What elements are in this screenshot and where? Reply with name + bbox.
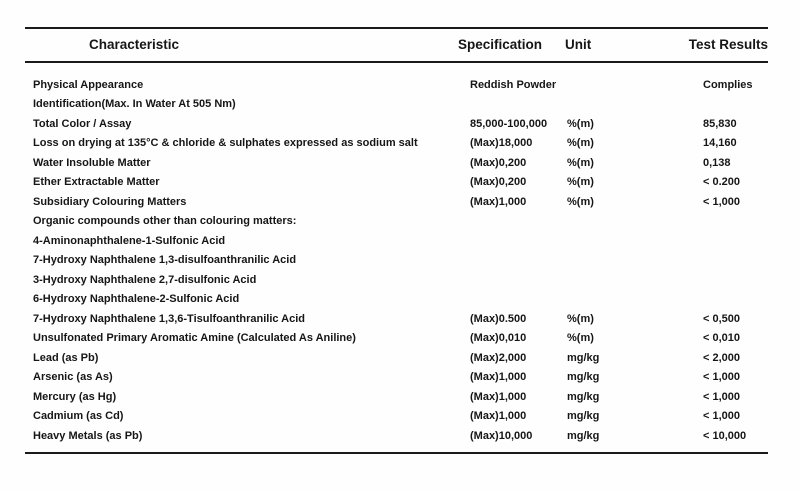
table-row (33, 134, 768, 154)
cell-specification: (Max)10,000 (470, 429, 533, 442)
cell-characteristic: Loss on drying at 135°C & chloride & sulphates expressed as sodium salt (33, 137, 418, 150)
table-row (33, 426, 768, 446)
cell-characteristic: Organic compounds other than colouring matters: (33, 215, 297, 228)
table-row (33, 251, 768, 271)
cell-test-results: < 1,000 (703, 195, 741, 208)
cell-characteristic: 7-Hydroxy Naphthalene 1,3-disulfoanthranilic Acid (33, 254, 297, 267)
cell-characteristic: Subsidiary Colouring Matters (33, 195, 187, 208)
table-body (25, 63, 768, 452)
cell-characteristic: 7-Hydroxy Naphthalene 1,3,6-Tisulfoanthranilic Acid (33, 312, 306, 325)
cell-characteristic: Physical Appearance (33, 78, 144, 91)
cell-unit: mg/kg (567, 390, 600, 403)
cell-unit: %(m) (567, 176, 594, 189)
table-row (33, 173, 768, 193)
cell-unit: %(m) (567, 156, 594, 169)
cell-characteristic: Unsulfonated Primary Aromatic Amine (Calculated As Aniline) (33, 332, 356, 345)
table-row (33, 290, 768, 310)
cell-characteristic: Water Insoluble Matter (33, 156, 151, 169)
cell-specification: (Max)18,000 (470, 137, 533, 150)
table-row (33, 192, 768, 212)
specification-table (25, 27, 768, 454)
cell-specification: 85,000-100,000 (470, 117, 548, 130)
table-row (33, 348, 768, 368)
cell-specification: (Max)1,000 (470, 195, 527, 208)
cell-characteristic: 3-Hydroxy Naphthalene 2,7-disulfonic Acid (33, 273, 257, 286)
table-row (33, 270, 768, 290)
cell-test-results: < 1,000 (703, 410, 741, 423)
cell-characteristic: Identification(Max. In Water At 505 Nm) (33, 98, 236, 111)
cell-test-results: Complies (703, 78, 753, 91)
cell-test-results: 0,138 (703, 156, 731, 169)
cell-characteristic: Ether Extractable Matter (33, 176, 160, 189)
cell-characteristic: Cadmium (as Cd) (33, 410, 124, 423)
cell-specification: (Max)0.500 (470, 312, 527, 325)
column-header-characteristic: Characteristic (88, 37, 180, 52)
cell-specification: (Max)2,000 (470, 351, 527, 364)
cell-test-results: < 10,000 (703, 429, 747, 442)
table-row (33, 407, 768, 427)
table-row (33, 309, 768, 329)
cell-unit: %(m) (567, 332, 594, 345)
cell-unit: mg/kg (567, 429, 600, 442)
table-row (33, 95, 768, 115)
cell-unit: %(m) (567, 195, 594, 208)
cell-characteristic: Total Color / Assay (33, 117, 132, 130)
cell-test-results: < 0.200 (703, 176, 741, 189)
cell-characteristic: Heavy Metals (as Pb) (33, 429, 143, 442)
cell-characteristic: 6-Hydroxy Naphthalene-2-Sulfonic Acid (33, 293, 240, 306)
cell-specification: Reddish Powder (470, 78, 557, 91)
table-row (33, 231, 768, 251)
cell-characteristic: 4-Aminonaphthalene-1-Sulfonic Acid (33, 234, 226, 247)
column-header-specification: Specification (458, 37, 543, 52)
cell-specification: (Max)0,010 (470, 332, 527, 345)
cell-unit: %(m) (567, 312, 594, 325)
cell-specification: (Max)1,000 (470, 390, 527, 403)
table-header-row (25, 29, 768, 63)
cell-test-results: < 0,500 (703, 312, 741, 325)
cell-unit: %(m) (567, 137, 594, 150)
cell-test-results: < 1,000 (703, 390, 741, 403)
column-header-test-results: Test Results (688, 37, 768, 52)
table-row (33, 114, 768, 134)
cell-test-results: 85,830 (703, 117, 737, 130)
cell-test-results: < 1,000 (703, 371, 741, 384)
cell-unit: mg/kg (567, 371, 600, 384)
cell-characteristic: Arsenic (as As) (33, 371, 113, 384)
cell-unit: mg/kg (567, 351, 600, 364)
table-row (33, 212, 768, 232)
cell-test-results: < 2,000 (703, 351, 741, 364)
cell-test-results: < 0,010 (703, 332, 741, 345)
column-header-unit: Unit (565, 37, 592, 52)
table-row (33, 329, 768, 349)
cell-unit: %(m) (567, 117, 594, 130)
cell-characteristic: Lead (as Pb) (33, 351, 99, 364)
cell-specification: (Max)0,200 (470, 176, 527, 189)
cell-characteristic: Mercury (as Hg) (33, 390, 117, 403)
cell-specification: (Max)0,200 (470, 156, 527, 169)
table-row (33, 387, 768, 407)
table-row (33, 75, 768, 95)
cell-specification: (Max)1,000 (470, 371, 527, 384)
table-row (33, 368, 768, 388)
cell-test-results: 14,160 (703, 137, 737, 150)
table-row (33, 153, 768, 173)
cell-unit: mg/kg (567, 410, 600, 423)
cell-specification: (Max)1,000 (470, 410, 527, 423)
